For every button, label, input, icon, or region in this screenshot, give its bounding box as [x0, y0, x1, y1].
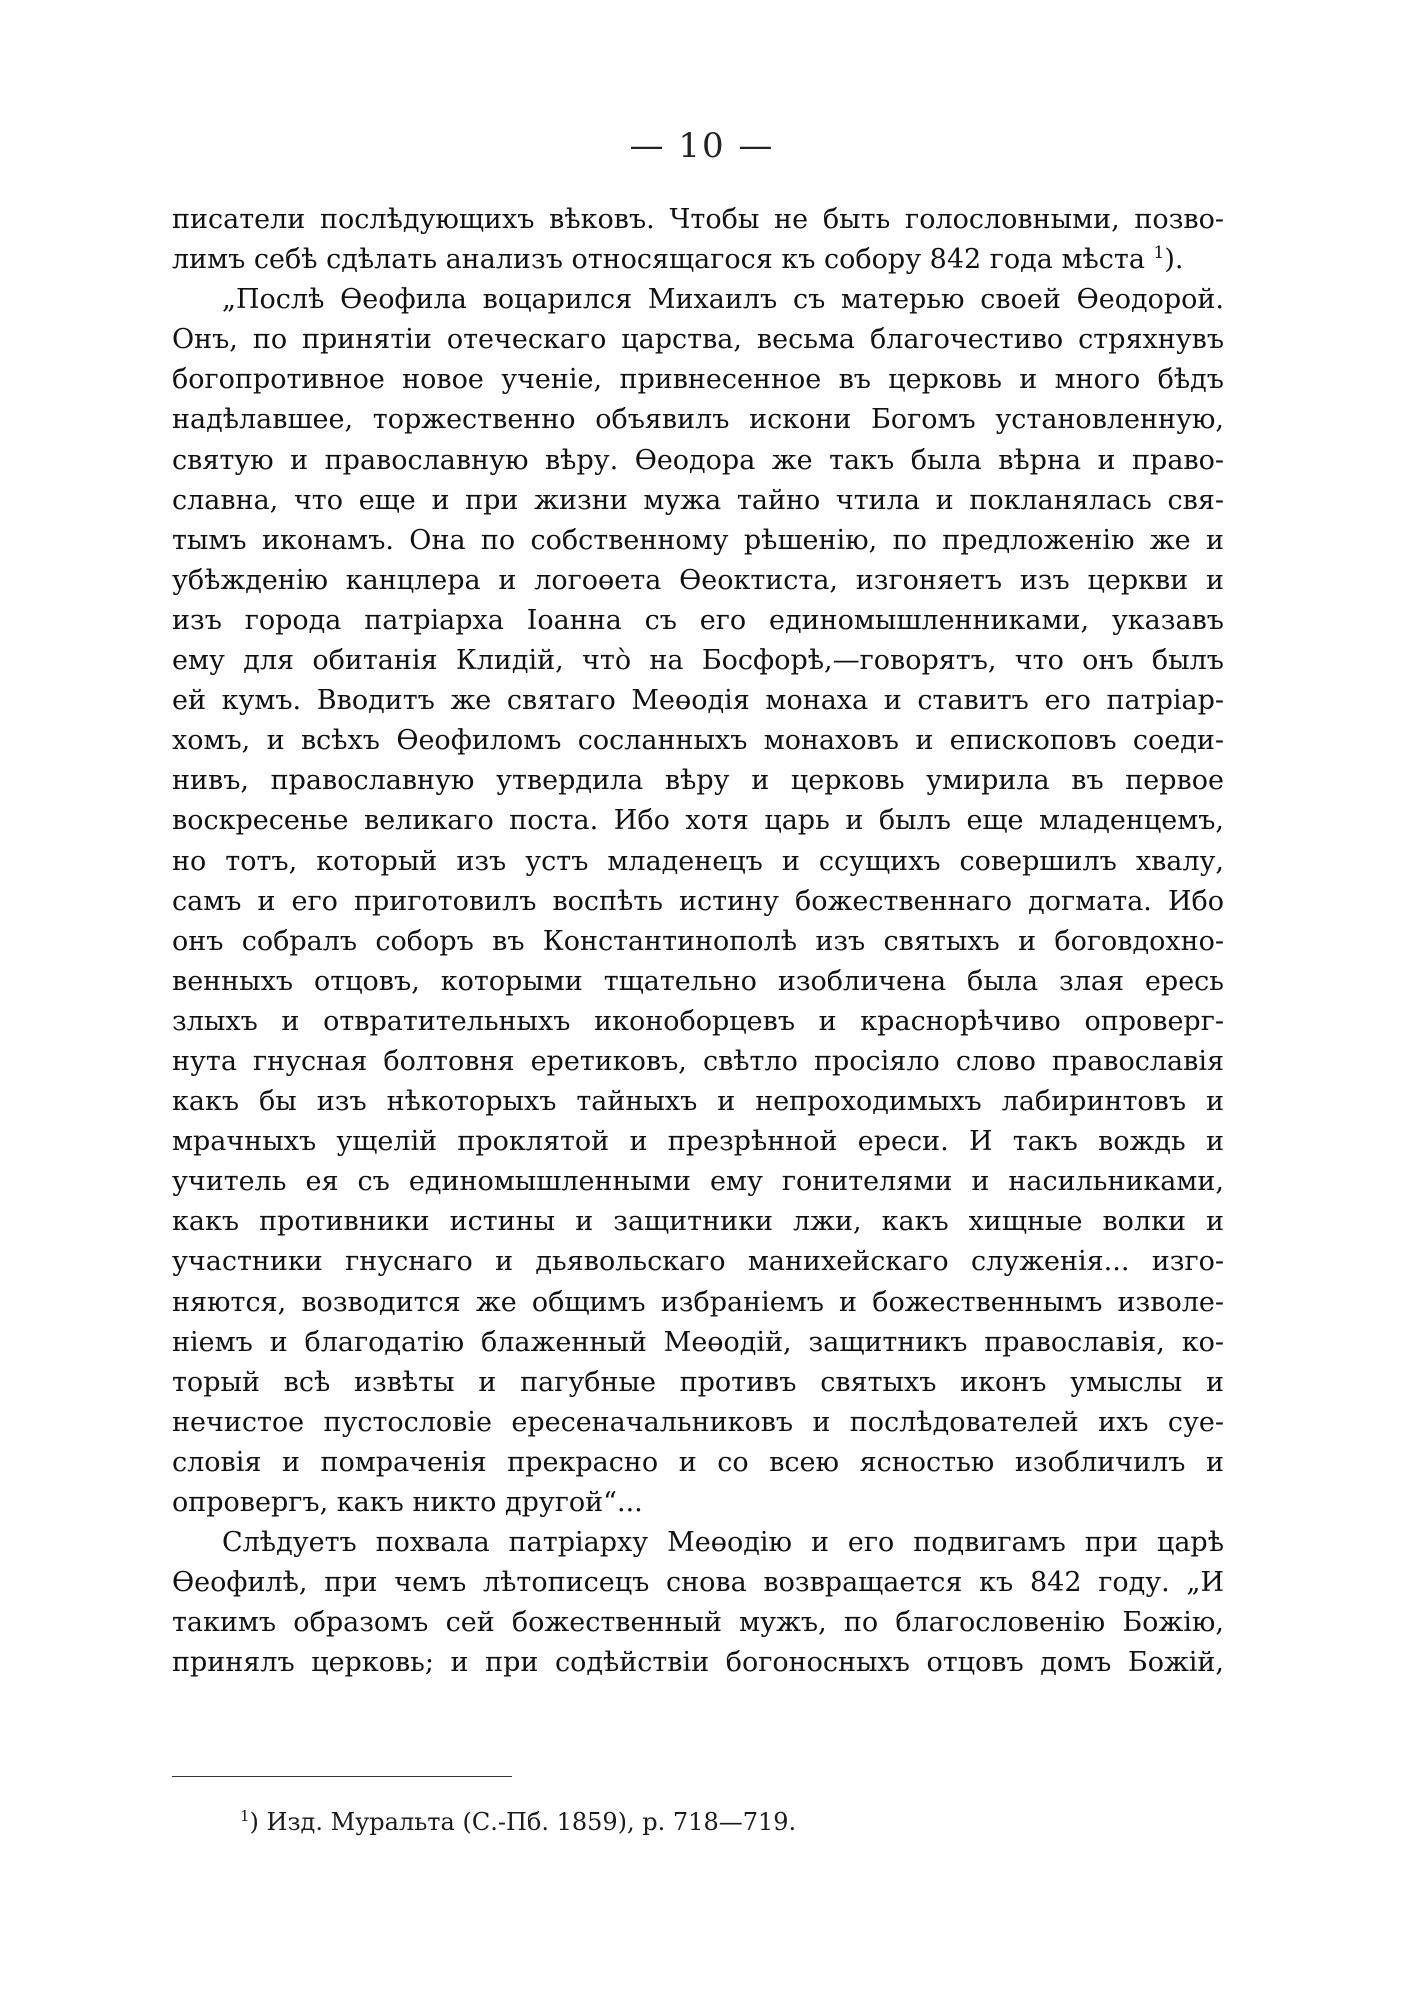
text-line-content: нута гнусная болтовня еретиковъ, свѣтло просіяло слово православія	[172, 1045, 1224, 1077]
text-line	[172, 1202, 1224, 1242]
text-line-content: убѣжденію канцлера и логоөета Өеоктиста, изгоняетъ изъ церкви и	[172, 564, 1224, 596]
text-line	[172, 1363, 1224, 1403]
text-line	[172, 561, 1224, 601]
text-line-content: ніемъ и благодатію блаженный Меөодій, защитникъ православія, ко-	[172, 1326, 1224, 1358]
text-line	[172, 200, 1224, 240]
text-line	[172, 1323, 1224, 1363]
text-line	[172, 360, 1224, 400]
text-line-content: но тотъ, который изъ устъ младенецъ и ссущихъ совершилъ хвалу,	[172, 845, 1224, 877]
text-line	[172, 240, 1224, 280]
page-number: — 10 —	[629, 126, 775, 166]
text-line-content: самъ и его приготовилъ воспѣть истину божественнаго догмата. Ибо	[172, 885, 1224, 917]
text-line	[172, 922, 1224, 962]
text-line	[172, 1563, 1224, 1603]
text-line-content: учитель ея съ единомышленными ему гонителями и насильниками,	[172, 1166, 1224, 1198]
text-line	[172, 601, 1224, 641]
text-line-content: торый всѣ извѣты и пагубные противъ святыхъ иконъ умыслы и	[172, 1366, 1224, 1398]
text-line	[172, 1483, 1224, 1523]
text-line-content: лимъ себѣ сдѣлать анализъ относящагося къ собору 842 года мѣста	[172, 244, 1154, 276]
text-line	[172, 882, 1224, 922]
text-line-content: Онъ, по принятіи отеческаго царства, весьма благочестиво стряхнувъ	[172, 324, 1224, 356]
text-line-content: какъ противники истины и защитники лжи, какъ хищные волки и	[172, 1206, 1224, 1238]
text-line	[172, 801, 1224, 841]
text-line	[172, 320, 1224, 360]
text-line	[172, 1443, 1224, 1483]
text-line-content: славна, что еще и при жизни мужа тайно чтила и покланялась свя-	[172, 484, 1224, 516]
text-line	[172, 1002, 1224, 1042]
text-line-content: Слѣдуетъ похвала патріарху Меөодію и его подвигамъ при царѣ	[222, 1527, 1224, 1559]
text-line-content: хомъ, и всѣхъ Өеофиломъ сосланныхъ монаховъ и епископовъ соеди-	[172, 725, 1224, 757]
text-line	[172, 1603, 1224, 1643]
text-line	[172, 842, 1224, 882]
text-line-content: такимъ образомъ сей божественный мужъ, по благословенію Божію,	[172, 1607, 1224, 1639]
footnote	[240, 1804, 796, 1840]
text-line-content: писатели послѣдующихъ вѣковъ. Чтобы не быть голословными, позво-	[172, 204, 1224, 235]
text-line	[172, 761, 1224, 801]
footnote-text: ) Изд. Муральта (С.-Пб. 1859), p. 718—719.	[249, 1808, 797, 1836]
text-line	[172, 280, 1224, 320]
text-line	[172, 400, 1224, 440]
text-line	[172, 721, 1224, 761]
text-line	[172, 441, 1224, 481]
text-line-content: какъ бы изъ нѣкоторыхъ тайныхъ и непроходимыхъ лабиринтовъ и	[172, 1086, 1224, 1118]
text-line	[172, 1042, 1224, 1082]
text-line-content: нечистое пустословіе ересеначальниковъ и послѣдователей ихъ суе-	[172, 1406, 1224, 1438]
footnote-marker: 1	[240, 1807, 250, 1825]
text-line-content: онъ собралъ соборъ въ Константинополѣ изъ святыхъ и боговдохно-	[172, 925, 1224, 957]
text-line-content: принялъ церковь; и при содѣйствіи богоносныхъ отцовъ домъ Божій,	[172, 1647, 1224, 1679]
text-line-content: участники гнуснаго и дьявольскаго манихейскаго служенія... изго-	[172, 1246, 1224, 1278]
text-line-content: ему для обитанія Клидій, что̀ на Босфорѣ,—говорятъ, что онъ былъ	[172, 645, 1224, 677]
text-line	[172, 481, 1224, 521]
text-line-content: няются, возводится же общимъ избраніемъ и божественнымъ изволе-	[172, 1286, 1224, 1318]
text-line-content: мрачныхъ ущелій проклятой и презрѣнной ереси. И такъ вождь и	[172, 1126, 1224, 1158]
text-line-content: святую и православную вѣру. Өеодора же такъ была вѣрна и право-	[172, 444, 1224, 476]
text-line	[172, 1403, 1224, 1443]
text-line-content: злыхъ и отвратительныхъ иконоборцевъ и краснорѣчиво опроверг-	[172, 1005, 1224, 1037]
text-line-content: опровергъ, какъ никто другой“...	[172, 1487, 643, 1518]
text-line	[172, 1242, 1224, 1282]
text-line	[172, 962, 1224, 1002]
text-line	[172, 681, 1224, 721]
text-line	[172, 1122, 1224, 1162]
text-line-content: богопротивное новое ученіе, привнесенное въ церковь и много бѣдъ	[172, 364, 1224, 396]
text-line-content: „Послѣ Өеофила воцарился Михаилъ съ матерью своей Өеодорой.	[222, 284, 1224, 316]
text-line	[172, 1082, 1224, 1122]
body-text	[172, 200, 1224, 1683]
footnote-divider	[172, 1776, 512, 1777]
text-line-content: ей кумъ. Вводитъ же святаго Меөодія монаха и ставитъ его патріар-	[172, 685, 1224, 717]
text-line-content: венныхъ отцовъ, которыми тщательно изобличена была злая ересь	[172, 965, 1224, 997]
text-line-content: словія и помраченія прекрасно и со всею ясностью изобличилъ и	[172, 1446, 1224, 1478]
text-line	[172, 521, 1224, 561]
text-line-content: надѣлавшее, торжественно объявилъ искони Богомъ установленную,	[172, 404, 1224, 436]
text-line-content: нивъ, православную утвердила вѣру и церковь умирила въ первое	[172, 765, 1224, 797]
text-line-content: тымъ иконамъ. Она по собственному рѣшенію, по предложенію же и	[172, 524, 1224, 556]
text-line	[172, 1643, 1224, 1683]
text-line-content: воскресенье великаго поста. Ибо хотя царь и былъ еще младенцемъ,	[172, 805, 1224, 837]
text-line	[172, 1283, 1224, 1323]
text-line-content: изъ города патріарха Іоанна съ его единомышленниками, указавъ	[172, 604, 1224, 636]
text-line	[172, 1523, 1224, 1563]
text-line	[172, 641, 1224, 681]
footnote-reference: 1	[1153, 243, 1165, 264]
text-line-content: Өеофилѣ, при чемъ лѣтописецъ снова возвращается къ 842 году. „И	[172, 1567, 1224, 1599]
text-line	[172, 1162, 1224, 1202]
text-line-tail: ).	[1164, 244, 1184, 276]
